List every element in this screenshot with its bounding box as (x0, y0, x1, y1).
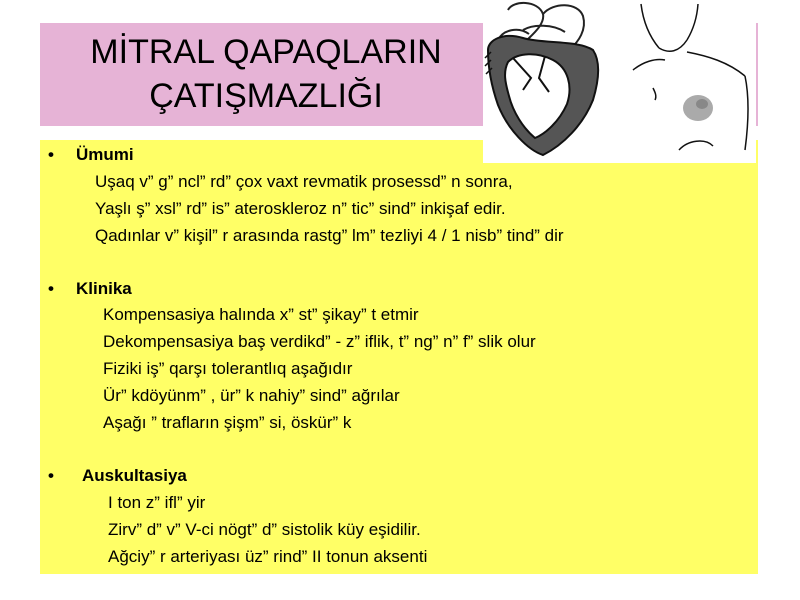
heading-text: Ümumi (76, 145, 134, 164)
bullet: • (48, 466, 54, 485)
text-line: I ton z” ifl” yir (108, 493, 206, 512)
heart-cross-section-icon (483, 0, 623, 163)
page-title (40, 30, 492, 118)
title-line-2: ÇATIŞMAZLIĞI (149, 77, 383, 115)
chest-pain-area-icon (633, 4, 748, 150)
text-line: Yaşlı ş” xsl” rd” is” ateroskleroz n” tic” sind” inkişaf edir. (95, 199, 506, 218)
heading-text: Auskultasiya (82, 466, 187, 485)
bullet: • (48, 145, 54, 164)
section-heading-auskultasiya (48, 466, 187, 486)
text-line: Qadınlar v” kişil” r arasında rastg” lm” tezliyi 4 / 1 nisb” tind” dir (95, 226, 564, 245)
text-line: Fiziki iş” qarşı tolerantlıq aşağıdır (103, 359, 353, 378)
text-line: Aşağı ” trafların şişm” si, öskür” k (103, 413, 352, 432)
section-heading-klinika (48, 279, 132, 299)
text-line: Zirv” d” v” V-ci nögt” d” sistolik küy eşidilir. (108, 520, 421, 539)
section-heading-umumi (48, 145, 134, 165)
text-line: Ür” kdöyünm” , ür” k nahiy” sind” ağrılar (103, 386, 400, 405)
text-line: Uşaq v” g” ncl” rd” çox vaxt revmatik prosessd” n sonra, (95, 172, 513, 191)
heading-text: Klinika (76, 279, 132, 298)
text-line: Kompensasiya halında x” st” şikay” t etmir (103, 305, 419, 324)
text-line: Dekompensasiya baş verdikd” - z” iflik, t” ng” n” f” slik olur (103, 332, 536, 351)
title-line-1: MİTRAL QAPAQLARIN (90, 33, 442, 71)
illustration (483, 0, 756, 163)
bullet: • (48, 279, 54, 298)
text-line: Ağciy” r arteriyası üz” rind” II tonun aksenti (108, 547, 428, 566)
